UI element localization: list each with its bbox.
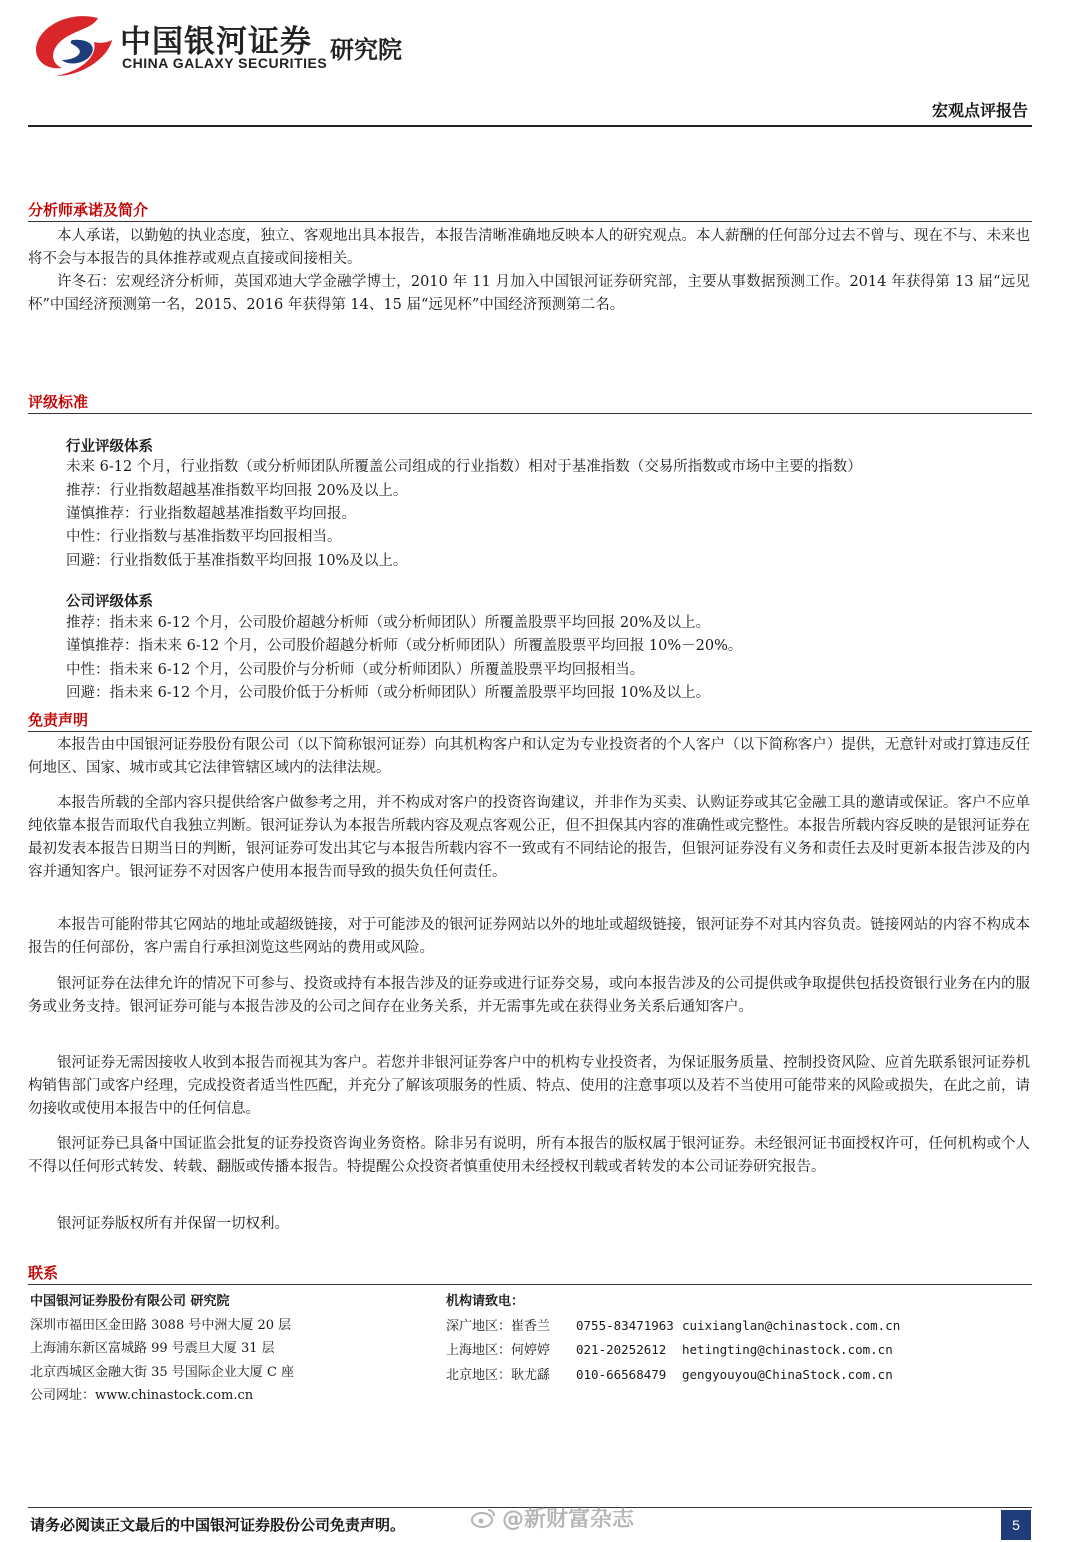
section-title-rating: 评级标准 (28, 393, 89, 411)
section-divider (28, 221, 1032, 222)
contact-email[interactable]: cuixianglan@chinastock.com.cn (682, 1317, 901, 1333)
section-divider (28, 413, 1032, 414)
industry-rating-line: 未来 6-12 个月，行业指数（或分析师团队所覆盖公司组成的行业指数）相对于基准指数（交易所指数或市场中主要的指数） (66, 459, 862, 475)
disclaimer-paragraph: 本报告所载的全部内容只提供给客户做参考之用，并不构成对客户的投资咨询建议，并非作为买卖、认购证券或其它金融工具的邀请或保证。客户不应单纯依靠本报告而取代自我独立判断。银河证券认为本报告所载内容及观点客观公正，但不担保其内容的准确性或完整性。本报告所载内容反映的是银河证券在最初发表本报告日期当日的判断，银河证券可发出其它与本报告所载内容不一致或有不同结论的报告，但银河证券没有义务和责任去及时更新本报告涉及的内容并通知客户。银河证券不对因客户使用本报告而导致的损失负任何责任。 (28, 795, 1030, 880)
industry-rating-title: 行业评级体系 (66, 439, 153, 455)
page-number: 5 (1001, 1510, 1031, 1540)
contact-row (446, 1363, 900, 1388)
contact-region: 上海地区：何婷婷 (446, 1343, 551, 1358)
weibo-icon (470, 1507, 496, 1529)
company-rating-line: 回避：指未来 6-12 个月，公司股价低于分析师（或分析师团队）所覆盖股票平均回报 10%及以上。 (66, 685, 711, 701)
contact-row (446, 1338, 900, 1363)
section-title-disclaimer: 免责声明 (28, 711, 89, 729)
contact-phone: 0755-83471963 (576, 1317, 674, 1333)
industry-rating-line: 中性：行业指数与基准指数平均回报相当。 (66, 529, 342, 545)
company-rating-line: 推荐：指未来 6-12 个月，公司股价超越分析师（或分析师团队）所覆盖股票平均回报 20%及以上。 (66, 615, 711, 631)
contact-region: 深广地区：崔香兰 (446, 1318, 551, 1334)
footer-notice: 请务必阅读正文最后的中国银河证券股份公司免责声明。 (30, 1516, 406, 1534)
contact-phone: 010-66568479 (576, 1366, 667, 1382)
disclaimer-paragraph: 银河证券已具备中国证监会批复的证券投资咨询业务资格。除非另有说明，所有本报告的版权属于银河证券。未经银河证书面授权许可，任何机构或个人不得以任何形式转发、转载、翻版或传播本报告。特提醒公众投资者慎重使用未经授权刊载或者转发的本公司证券研究报告。 (28, 1136, 1030, 1175)
contact-phone: 021-20252612 (576, 1342, 667, 1357)
brand-institute: 研究院 (330, 36, 402, 64)
contact-address: 北京西城区金融大街 35 号国际企业大厦 C 座 (30, 1364, 295, 1380)
disclaimer-paragraph: 银河证券无需因接收人收到本报告而视其为客户。若您并非银河证券客户中的机构专业投资者，为保证服务质量、控制投资风险、应首先联系银河证券机构销售部门或客户经理，完成投资者适当性匹配，并充分了解该项服务的性质、特点、使用的注意事项以及若不当使用可能带来的风险或损失，在此之前，请勿接收或使用本报告中的任何信息。 (28, 1055, 1030, 1117)
contact-email[interactable]: hetingting@chinastock.com.cn (682, 1342, 893, 1357)
header-divider (28, 125, 1032, 127)
analyst-pledge: 本人承诺，以勤勉的执业态度，独立、客观地出具本报告，本报告清晰准确地反映本人的研究观点。本人薪酬的任何部分过去不曾与、现在不与、未来也将不会与本报告的具体推荐或观点直接或间接相关。 (28, 228, 1030, 267)
contact-email[interactable]: gengyouyou@ChinaStock.com.cn (682, 1366, 893, 1382)
industry-rating-line: 回避：行业指数低于基准指数平均回报 10%及以上。 (66, 553, 408, 569)
disclaimer-paragraph: 本报告由中国银河证券股份有限公司（以下简称银河证券）向其机构客户和认定为专业投资者的个人客户（以下简称客户）提供，无意针对或打算违反任何地区、国家、城市或其它法律管辖区域内的法律法规。 (28, 737, 1030, 776)
watermark-text: @新财富杂志 (502, 1507, 635, 1532)
report-type: 宏观点评报告 (931, 101, 1028, 120)
section-divider (28, 1284, 1032, 1285)
company-rating-title: 公司评级体系 (66, 594, 153, 610)
contact-company-heading: 中国银河证券股份有限公司 研究院 (30, 1294, 230, 1309)
disclaimer-paragraph: 银河证券版权所有并保留一切权利。 (57, 1216, 289, 1232)
section-title-analyst: 分析师承诺及简介 (28, 201, 149, 219)
section-divider (28, 731, 1032, 732)
company-logo (28, 10, 120, 82)
contact-website[interactable]: 公司网址：www.chinastock.com.cn (30, 1388, 254, 1403)
contact-region: 北京地区：耿尤繇 (446, 1367, 551, 1383)
analyst-bio: 许冬石：宏观经济分析师，英国邓迪大学金融学博士，2010 年 11 月加入中国银河证券研究部，主要从事数据预测工作。2014 年获得第 13 届“远见杯”中国经济预测第一名，2015、2016 年获得第 14、15 届“远见杯”中国经济预测第二名。 (28, 274, 1030, 313)
contact-left (30, 1290, 294, 1408)
disclaimer-paragraph: 银河证券在法律允许的情况下可参与、投资或持有本报告涉及的证券或进行证券交易，或向本报告涉及的公司提供或争取提供包括投资银行业务在内的服务或业务支持。银河证券可能与本报告涉及的公司之间存在业务关系，并无需事先或在获得业务关系后通知客户。 (28, 976, 1030, 1015)
contact-address: 上海浦东新区富城路 99 号震旦大厦 31 层 (30, 1341, 275, 1356)
contact-row (446, 1314, 900, 1339)
contact-institution-heading: 机构请致电： (446, 1294, 525, 1309)
company-rating-line: 中性：指未来 6-12 个月，公司股价与分析师（或分析师团队）所覆盖股票平均回报相当。 (66, 662, 645, 678)
contact-right (446, 1290, 900, 1387)
watermark (470, 1502, 634, 1533)
brand-name-cn: 中国银河证券 (120, 24, 312, 60)
company-rating-line: 谨慎推荐：指未来 6-12 个月，公司股价超越分析师（或分析师团队）所覆盖股票平均回报 10%－20%。 (66, 638, 743, 654)
contact-address: 深圳市福田区金田路 3088 号中洲大厦 20 层 (30, 1317, 292, 1333)
industry-rating-line: 谨慎推荐：行业指数超越基准指数平均回报。 (66, 506, 356, 522)
brand-name-en: CHINA GALAXY SECURITIES (122, 55, 328, 71)
disclaimer-paragraph: 本报告可能附带其它网站的地址或超级链接，对于可能涉及的银河证券网站以外的地址或超级链接，银河证券不对其内容负责。链接网站的内容不构成本报告的任何部份，客户需自行承担浏览这些网站的费用或风险。 (28, 917, 1030, 956)
section-title-contact: 联系 (28, 1264, 59, 1282)
industry-rating-line: 推荐：行业指数超越基准指数平均回报 20%及以上。 (66, 483, 408, 499)
